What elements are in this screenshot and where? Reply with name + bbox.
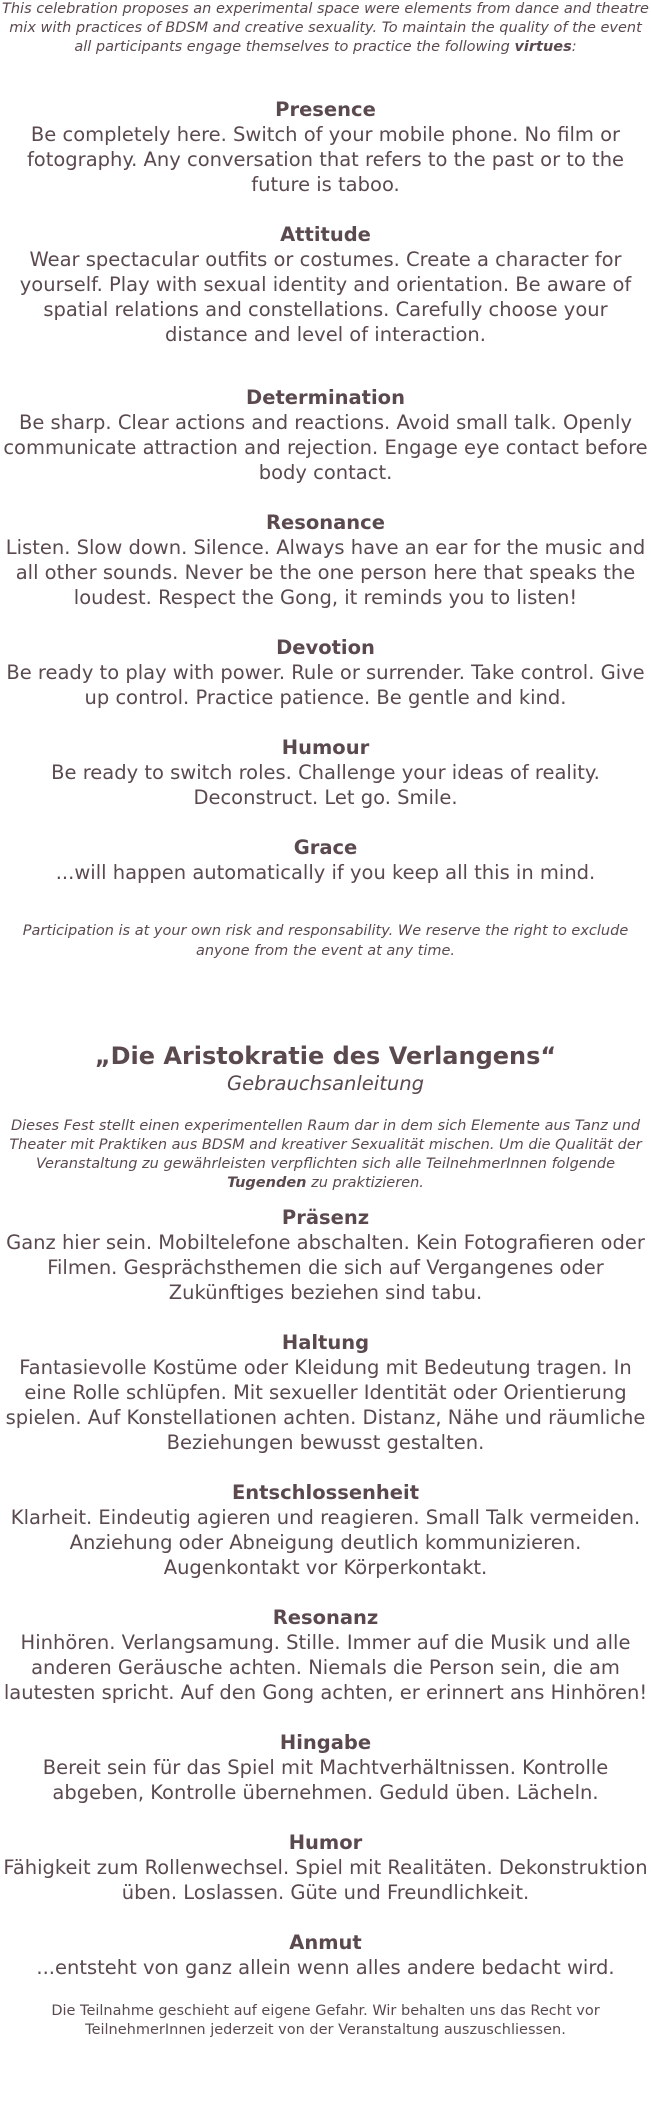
virtue-title: Resonanz (272, 1606, 379, 1629)
virtue-text: Be sharp. Clear actions and reactions. Avoid small talk. Openly communicate attraction and rejection. Engage eye contact before body contact. (3, 411, 648, 484)
german-intro (2, 1117, 649, 1193)
virtue-title: Determination (246, 386, 405, 409)
virtue-text: Ganz hier sein. Mobiltelefone abschalten. Kein Fotografieren oder Filmen. Gesprächsthemen die sich auf Vergangenes oder Zukünftiges beziehen sind tabu. (6, 1231, 645, 1304)
german-intro-end: zu praktizieren. (306, 1175, 424, 1191)
virtue-text: Fantasievolle Kostüme oder Kleidung mit Bedeutung tragen. In eine Rolle schlüpfen. Mit sexueller Identität oder Orientierung spielen. Auf Konstellationen achten. Distanz, Nähe und räumliche Beziehungen bewusst gestalten. (5, 1356, 646, 1454)
english-intro-text: This celebration proposes an experimental space were elements from dance and theatre mix with practices of BDSM and creative sexuality. To maintain the quality of the event all participants engage themselves to practice the following (2, 1, 649, 55)
virtue-text: Klarheit. Eindeutig agieren und reagieren. Small Talk vermeiden. Anziehung oder Abneigung deutlich kommunizieren. Augenkontakt vor Körperkontakt. (10, 1506, 641, 1579)
german-section (2, 1041, 649, 2040)
english-intro (2, 0, 649, 57)
virtue-title: Hingabe (279, 1731, 372, 1754)
virtue-text: Listen. Slow down. Silence. Always have an ear for the music and all other sounds. Never be the one person here that speaks the loudest. Respect the Gong, it reminds you to listen! (5, 536, 646, 609)
virtue-title: Presence (275, 98, 376, 121)
virtue-text: Be ready to play with power. Rule or surrender. Take control. Give up control. Practice patience. Be gentle and kind. (6, 661, 645, 709)
tugend-entschlossenheit (2, 1480, 649, 1580)
english-disclaimer: Participation is at your own risk and responsability. We reserve the right to exclude anyone from the event at any time. (22, 923, 629, 959)
german-subtitle: Gebrauchsanleitung (227, 1072, 424, 1095)
virtue-text: Bereit sein für das Spiel mit Machtverhältnissen. Kontrolle abgeben, Kontrolle übernehmen. Geduld üben. Lächeln. (42, 1756, 609, 1804)
virtue-resonance (2, 510, 649, 610)
virtue-text: Hinhören. Verlangsamung. Stille. Immer auf die Musik und alle anderen Geräusche achten. Niemals die Person sein, die am lautesten spricht. Auf den Gong achten, er erinnert ans Hinhören! (3, 1631, 648, 1704)
virtue-title: Humour (281, 736, 370, 759)
virtue-text: ...will happen automatically if you keep all this in mind. (55, 861, 596, 884)
virtue-attitude (2, 222, 649, 347)
virtue-title: Präsenz (281, 1206, 370, 1229)
german-intro-text: Dieses Fest stellt einen experimentellen Raum dar in dem sich Elemente aus Tanz und Theater mit Praktiken aus BDSM and kreativer Sexualität mischen. Um die Qualität der Veranstaltung zu gewährleisten verpflichten sich alle TeilnehmerInnen folgende (9, 1118, 642, 1172)
english-intro-bold: virtues (514, 39, 572, 55)
tugend-praesenz (2, 1205, 649, 1305)
virtue-humour (2, 735, 649, 810)
virtue-text: Be completely here. Switch of your mobile phone. No film or fotography. Any conversation that refers to the past or to the future is taboo. (26, 123, 625, 196)
german-title: „Die Aristokratie des Verlangens“ (94, 1042, 557, 1070)
german-intro-bold: Tugenden (227, 1175, 307, 1191)
virtue-devotion (2, 635, 649, 710)
tugend-haltung (2, 1330, 649, 1455)
tugend-resonanz (2, 1605, 649, 1705)
tugend-humor (2, 1830, 649, 1905)
virtue-title: Grace (293, 836, 358, 859)
virtue-title: Entschlossenheit (231, 1481, 420, 1504)
virtue-presence (2, 97, 649, 197)
virtue-grace (2, 835, 649, 885)
tugend-hingabe (2, 1730, 649, 1805)
virtue-title: Humor (288, 1831, 363, 1854)
virtue-title: Anmut (289, 1931, 362, 1954)
virtue-text: Be ready to switch roles. Challenge your ideas of reality. Deconstruct. Let go. Smile. (51, 761, 600, 809)
virtue-text: Wear spectacular outfits or costumes. Create a character for yourself. Play with sexual identity and orientation. Be aware of spatial relations and constellations. Carefully choose your distance and level of interaction. (19, 248, 632, 346)
virtue-title: Haltung (281, 1331, 370, 1354)
virtue-title: Resonance (266, 511, 385, 534)
english-intro-end: : (571, 39, 577, 55)
tugend-anmut (2, 1930, 649, 1980)
virtue-title: Devotion (276, 636, 375, 659)
virtue-text: Fähigkeit zum Rollenwechsel. Spiel mit Realitäten. Dekonstruktion üben. Loslassen. Güte und Freundlichkeit. (3, 1856, 648, 1904)
virtue-text: ...entsteht von ganz allein wenn alles andere bedacht wird. (36, 1956, 615, 1979)
virtue-title: Attitude (280, 223, 371, 246)
german-disclaimer: Die Teilnahme geschieht auf eigene Gefahr. Wir behalten uns das Recht vor TeilnehmerInnen jederzeit von der Veranstaltung auszuschliessen. (51, 2003, 600, 2038)
virtue-determination (2, 385, 649, 485)
